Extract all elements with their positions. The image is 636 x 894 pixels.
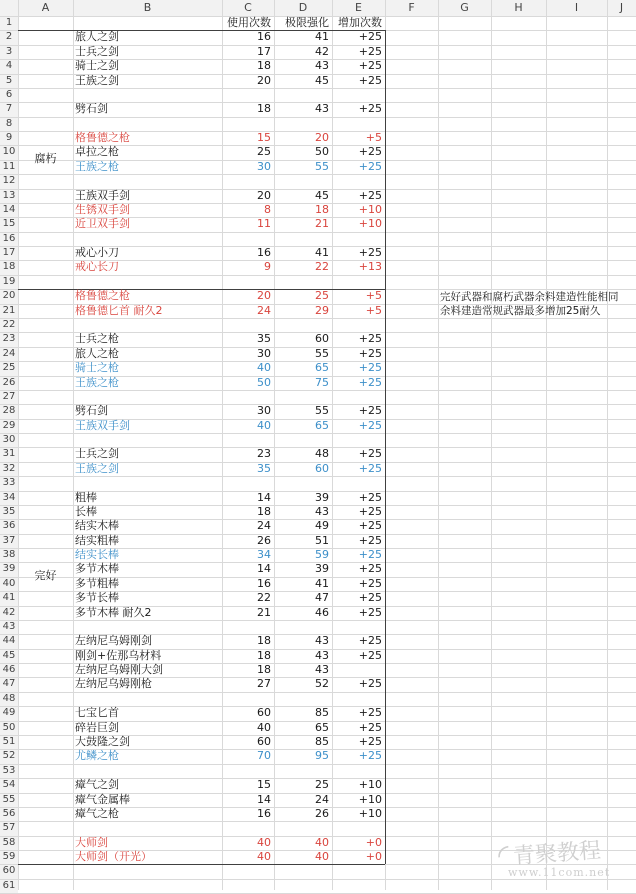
column-header-F[interactable]: F (385, 1, 438, 15)
limit-forge-value: 22 (315, 260, 329, 274)
add-count-value: +25 (358, 634, 382, 648)
row-header[interactable]: 13 (0, 189, 18, 203)
row-header[interactable]: 38 (0, 548, 18, 562)
row-header[interactable]: 5 (0, 74, 18, 88)
limit-forge-value: 41 (315, 576, 329, 590)
limit-forge-value: 41 (315, 30, 329, 44)
column-header-corner[interactable] (0, 1, 18, 15)
row-header[interactable]: 61 (0, 879, 18, 893)
use-count-value: 15 (257, 131, 271, 145)
add-count-value: +25 (358, 720, 382, 734)
weapon-name: 尤鳞之枪 (75, 749, 119, 763)
use-count-value: 30 (257, 159, 271, 173)
weapon-name: 戒心长刀 (75, 260, 119, 274)
use-count-value: 18 (257, 504, 271, 518)
limit-forge-value: 43 (315, 634, 329, 648)
add-count-value: +25 (358, 490, 382, 504)
weapon-name: 王族之枪 (75, 159, 119, 173)
limit-forge-value: 65 (315, 720, 329, 734)
gridline-horizontal (0, 692, 636, 693)
row-header[interactable]: 24 (0, 347, 18, 361)
add-count-value: +10 (358, 202, 382, 216)
row-header[interactable]: 32 (0, 462, 18, 476)
weapon-name: 瘴气金属棒 (75, 792, 130, 806)
row-header[interactable]: 49 (0, 706, 18, 720)
row-header[interactable]: 6 (0, 88, 18, 102)
use-count-value: 18 (257, 59, 271, 73)
row-header[interactable]: 10 (0, 145, 18, 159)
row-header[interactable]: 28 (0, 404, 18, 418)
weapon-name: 卓拉之枪 (75, 145, 119, 159)
row-header[interactable]: 47 (0, 677, 18, 691)
limit-forge-value: 55 (315, 404, 329, 418)
row-header[interactable]: 50 (0, 721, 18, 735)
use-count-value: 24 (257, 303, 271, 317)
limit-forge-value: 60 (315, 332, 329, 346)
limit-forge-value: 25 (315, 778, 329, 792)
note-g20: 完好武器和腐朽武器余料建造性能相同 (440, 291, 619, 303)
add-count-value: +25 (358, 404, 382, 418)
add-count-value: +5 (365, 289, 382, 303)
limit-forge-value: 75 (315, 375, 329, 389)
row-header[interactable]: 40 (0, 577, 18, 591)
limit-forge-value: 85 (315, 735, 329, 748)
weapon-name: 结实粗棒 (75, 533, 119, 547)
limit-forge-value: 43 (315, 59, 329, 73)
row-header[interactable]: 51 (0, 735, 18, 749)
gridline-horizontal (0, 821, 636, 822)
add-count-value: +25 (358, 519, 382, 533)
row-header[interactable]: 46 (0, 663, 18, 677)
row-header[interactable]: 9 (0, 131, 18, 145)
gridline-vertical (607, 0, 608, 890)
weapon-name: 近卫双手剑 (75, 217, 130, 231)
weapon-name: 左纳尼乌姆刚枪 (75, 677, 152, 691)
limit-forge-value: 60 (315, 461, 329, 475)
limit-forge-value: 42 (315, 44, 329, 58)
weapon-name: 多节木棒 (75, 562, 119, 576)
row-header[interactable]: 60 (0, 864, 18, 878)
group-border-bottom (18, 864, 385, 865)
row-header[interactable]: 25 (0, 361, 18, 375)
row-header[interactable]: 31 (0, 447, 18, 461)
add-count-value: +25 (358, 677, 382, 691)
weapon-name: 刚剑+佐那乌材料 (75, 648, 162, 662)
weapon-name: 王族之剑 (75, 73, 119, 87)
row-header[interactable]: 57 (0, 821, 18, 835)
row-header[interactable]: 2 (0, 30, 18, 44)
limit-forge-value: 43 (315, 648, 329, 662)
row-header[interactable]: 39 (0, 562, 18, 576)
limit-forge-value: 40 (315, 850, 329, 864)
row-header[interactable]: 35 (0, 505, 18, 519)
limit-forge-value: 25 (315, 289, 329, 303)
weapon-name: 王族之剑 (75, 461, 119, 475)
row-header[interactable]: 3 (0, 45, 18, 59)
add-count-value: +25 (358, 332, 382, 346)
limit-forge-value: 50 (315, 145, 329, 159)
add-count-value: +25 (358, 159, 382, 173)
row-header[interactable]: 29 (0, 419, 18, 433)
row-header[interactable]: 33 (0, 476, 18, 490)
add-count-value: +25 (358, 504, 382, 518)
use-count-value: 21 (257, 605, 271, 619)
use-count-value: 30 (257, 404, 271, 418)
gridline-vertical (18, 0, 19, 890)
row-header[interactable]: 45 (0, 649, 18, 663)
gridline-vertical (546, 0, 547, 890)
limit-forge-value: 18 (315, 202, 329, 216)
limit-forge-value: 21 (315, 217, 329, 231)
gridline-vertical (491, 0, 492, 890)
row-header[interactable]: 7 (0, 102, 18, 116)
limit-forge-value: 43 (315, 663, 329, 677)
use-count-value: 15 (257, 778, 271, 792)
use-count-value: 40 (257, 835, 271, 849)
row-header[interactable]: 23 (0, 332, 18, 346)
weapon-name: 劈石剑 (75, 404, 108, 418)
use-count-value: 18 (257, 663, 271, 677)
weapon-name: 劈石剑 (75, 102, 108, 116)
row-header[interactable]: 37 (0, 534, 18, 548)
use-count-value: 23 (257, 447, 271, 461)
limit-forge-value: 39 (315, 562, 329, 576)
add-count-value: +0 (365, 850, 382, 864)
add-count-value: +0 (365, 835, 382, 849)
row-header[interactable]: 41 (0, 591, 18, 605)
weapon-name: 生锈双手剑 (75, 202, 130, 216)
add-count-value: +5 (365, 303, 382, 317)
limit-forge-value: 45 (315, 188, 329, 202)
use-count-value: 20 (257, 73, 271, 87)
use-count-value: 34 (257, 548, 271, 562)
add-count-value: +25 (358, 246, 382, 260)
limit-forge-value: 95 (315, 749, 329, 763)
header-add-count: 增加次数 (338, 16, 382, 29)
weapon-name: 士兵之剑 (75, 447, 119, 461)
use-count-value: 35 (257, 332, 271, 346)
row-header[interactable]: 21 (0, 304, 18, 318)
weapon-name: 骑士之剑 (75, 59, 119, 73)
add-count-value: +25 (358, 73, 382, 87)
use-count-value: 16 (257, 30, 271, 44)
limit-forge-value: 26 (315, 806, 329, 820)
row-header[interactable]: 14 (0, 203, 18, 217)
add-count-value: +25 (358, 59, 382, 73)
use-count-value: 25 (257, 145, 271, 159)
use-count-value: 9 (264, 260, 271, 274)
use-count-value: 16 (257, 806, 271, 820)
column-header-G[interactable]: G (438, 1, 491, 15)
add-count-value: +10 (358, 806, 382, 820)
row-header[interactable]: 30 (0, 433, 18, 447)
header-limit-forge: 极限强化 (285, 16, 329, 29)
add-count-value: +25 (358, 447, 382, 461)
use-count-value: 16 (257, 576, 271, 590)
add-count-value: +25 (358, 706, 382, 720)
column-header-I[interactable]: I (546, 1, 607, 15)
weapon-name: 格鲁德之枪 (75, 131, 130, 145)
group-border-right (385, 30, 386, 864)
use-count-value: 17 (257, 44, 271, 58)
row-header[interactable]: 20 (0, 289, 18, 303)
gridline-horizontal (0, 117, 636, 118)
add-count-value: +10 (358, 217, 382, 231)
row-header[interactable]: 58 (0, 836, 18, 850)
watermark-url: www.11com.net (508, 866, 611, 879)
row-header[interactable]: 59 (0, 850, 18, 864)
row-header[interactable]: 27 (0, 390, 18, 404)
row-header[interactable]: 19 (0, 275, 18, 289)
use-count-value: 30 (257, 346, 271, 360)
use-count-value: 11 (257, 217, 271, 231)
limit-forge-value: 47 (315, 591, 329, 605)
weapon-name: 多节粗棒 (75, 576, 119, 590)
weapon-name: 士兵之枪 (75, 332, 119, 346)
watermark-text: 青聚教程 (512, 838, 602, 870)
group-label-rotten: 腐朽 (34, 152, 57, 165)
gridline-horizontal (0, 232, 636, 233)
gridline-horizontal (0, 764, 636, 765)
gridline-horizontal (0, 433, 636, 434)
use-count-value: 70 (257, 749, 271, 763)
weapon-name: 结实木棒 (75, 519, 119, 533)
watermark-logo-icon: ◜ (496, 837, 511, 872)
use-count-value: 18 (257, 102, 271, 116)
gridline-horizontal (0, 390, 636, 391)
use-count-value: 35 (257, 461, 271, 475)
add-count-value: +25 (358, 44, 382, 58)
limit-forge-value: 52 (315, 677, 329, 691)
weapon-name: 格鲁德之枪 (75, 289, 130, 303)
row-header[interactable]: 48 (0, 692, 18, 706)
gridline-horizontal (0, 88, 636, 89)
limit-forge-value: 59 (315, 548, 329, 562)
add-count-value: +25 (358, 418, 382, 432)
limit-forge-value: 65 (315, 361, 329, 375)
add-count-value: +5 (365, 131, 382, 145)
use-count-value: 40 (257, 850, 271, 864)
limit-forge-value: 40 (315, 835, 329, 849)
use-count-value: 18 (257, 634, 271, 648)
limit-forge-value: 41 (315, 246, 329, 260)
limit-forge-value: 65 (315, 418, 329, 432)
add-count-value: +25 (358, 533, 382, 547)
add-count-value: +25 (358, 361, 382, 375)
use-count-value: 24 (257, 519, 271, 533)
limit-forge-value: 43 (315, 504, 329, 518)
weapon-name: 七宝匕首 (75, 706, 119, 720)
use-count-value: 20 (257, 289, 271, 303)
row-header[interactable]: 53 (0, 764, 18, 778)
weapon-name: 左纳尼乌姆刚剑 (75, 634, 152, 648)
row-header[interactable]: 8 (0, 117, 18, 131)
add-count-value: +25 (358, 648, 382, 662)
note-g21: 余料建造常规武器最多增加25耐久 (440, 305, 601, 317)
weapon-name: 旅人之枪 (75, 346, 119, 360)
weapon-name: 左纳尼乌姆刚大剑 (75, 663, 163, 677)
weapon-name: 骑士之枪 (75, 361, 119, 375)
limit-forge-value: 55 (315, 346, 329, 360)
use-count-value: 14 (257, 792, 271, 806)
weapon-name: 多节长棒 (75, 591, 119, 605)
weapon-name: 碎岩巨剑 (75, 720, 119, 734)
limit-forge-value: 45 (315, 73, 329, 87)
limit-forge-value: 85 (315, 706, 329, 720)
use-count-value: 40 (257, 720, 271, 734)
weapon-name: 格鲁德匕首 耐久2 (75, 303, 163, 317)
add-count-value (332, 663, 385, 677)
weapon-name: 王族双手剑 (75, 418, 130, 432)
row-header[interactable]: 52 (0, 749, 18, 763)
row-header[interactable]: 4 (0, 59, 18, 73)
row-header[interactable]: 26 (0, 376, 18, 390)
use-count-value: 14 (257, 490, 271, 504)
add-count-value: +25 (358, 735, 382, 748)
add-count-value: +10 (358, 778, 382, 792)
use-count-value: 22 (257, 591, 271, 605)
add-count-value: +25 (358, 548, 382, 562)
weapon-name: 士兵之剑 (75, 44, 119, 58)
column-header-E[interactable]: E (332, 1, 385, 15)
row-header[interactable]: 36 (0, 519, 18, 533)
add-count-value: +25 (358, 562, 382, 576)
use-count-value: 20 (257, 188, 271, 202)
limit-forge-value: 48 (315, 447, 329, 461)
use-count-value: 16 (257, 246, 271, 260)
weapon-name: 多节木棒 耐久2 (75, 605, 152, 619)
add-count-value: +25 (358, 605, 382, 619)
add-count-value: +25 (358, 591, 382, 605)
add-count-value: +25 (358, 576, 382, 590)
add-count-value: +25 (358, 461, 382, 475)
weapon-name: 瘴气之剑 (75, 778, 119, 792)
use-count-value: 60 (257, 735, 271, 748)
add-count-value: +10 (358, 792, 382, 806)
row-header[interactable]: 11 (0, 160, 18, 174)
use-count-value: 8 (264, 202, 271, 216)
use-count-value: 60 (257, 706, 271, 720)
add-count-value: +25 (358, 188, 382, 202)
limit-forge-value: 29 (315, 303, 329, 317)
add-count-value: +25 (358, 375, 382, 389)
gridline-horizontal (0, 476, 636, 477)
add-count-value: +25 (358, 30, 382, 44)
gridline-horizontal (0, 318, 636, 319)
use-count-value: 26 (257, 533, 271, 547)
weapon-name: 戒心小刀 (75, 246, 119, 260)
column-header-J[interactable]: J (607, 1, 636, 15)
use-count-value: 50 (257, 375, 271, 389)
weapon-name: 王族之枪 (75, 375, 119, 389)
row-header[interactable]: 12 (0, 174, 18, 188)
add-count-value: +25 (358, 145, 382, 159)
weapon-name: 长棒 (75, 504, 97, 518)
limit-forge-value: 51 (315, 533, 329, 547)
row-header[interactable]: 42 (0, 606, 18, 620)
weapon-name: 大师剑（开光） (75, 850, 152, 864)
use-count-value: 14 (257, 562, 271, 576)
row-header[interactable]: 16 (0, 232, 18, 246)
row-header[interactable]: 43 (0, 620, 18, 634)
row-header[interactable]: 56 (0, 807, 18, 821)
row-header[interactable]: 15 (0, 217, 18, 231)
weapon-name: 结实长棒 (75, 548, 119, 562)
weapon-name: 旅人之剑 (75, 30, 119, 44)
row-header[interactable]: 1 (0, 16, 18, 30)
limit-forge-value: 20 (315, 131, 329, 145)
row-header[interactable]: 34 (0, 491, 18, 505)
weapon-name: 瘴气之枪 (75, 806, 119, 820)
gridline-vertical (438, 0, 439, 890)
weapon-name: 大师剑 (75, 835, 108, 849)
header-use-count: 使用次数 (227, 16, 271, 29)
add-count-value: +13 (358, 260, 382, 274)
gridline-horizontal (0, 620, 636, 621)
column-header-A[interactable]: A (18, 1, 73, 15)
add-count-value: +25 (358, 749, 382, 763)
limit-forge-value: 43 (315, 102, 329, 116)
group-label-perfect: 完好 (34, 569, 57, 582)
add-count-value: +25 (358, 102, 382, 116)
column-header-B[interactable]: B (73, 1, 222, 15)
add-count-value: +25 (358, 346, 382, 360)
row-header[interactable]: 44 (0, 634, 18, 648)
row-header[interactable]: 17 (0, 246, 18, 260)
use-count-value: 40 (257, 361, 271, 375)
limit-forge-value: 39 (315, 490, 329, 504)
use-count-value: 40 (257, 418, 271, 432)
limit-forge-value: 49 (315, 519, 329, 533)
row-header[interactable]: 18 (0, 260, 18, 274)
column-header-H[interactable]: H (491, 1, 546, 15)
row-header[interactable]: 54 (0, 778, 18, 792)
column-header-C[interactable]: C (222, 1, 274, 15)
weapon-name: 大鼓隆之剑 (75, 735, 130, 748)
limit-forge-value: 24 (315, 792, 329, 806)
weapon-name: 王族双手剑 (75, 188, 130, 202)
limit-forge-value: 46 (315, 605, 329, 619)
row-header[interactable]: 55 (0, 793, 18, 807)
column-header-D[interactable]: D (274, 1, 332, 15)
gridline-horizontal (0, 275, 636, 276)
use-count-value: 27 (257, 677, 271, 691)
weapon-name: 粗棒 (75, 490, 97, 504)
limit-forge-value: 55 (315, 159, 329, 173)
row-header[interactable]: 22 (0, 318, 18, 332)
gridline-horizontal (0, 174, 636, 175)
use-count-value: 18 (257, 648, 271, 662)
